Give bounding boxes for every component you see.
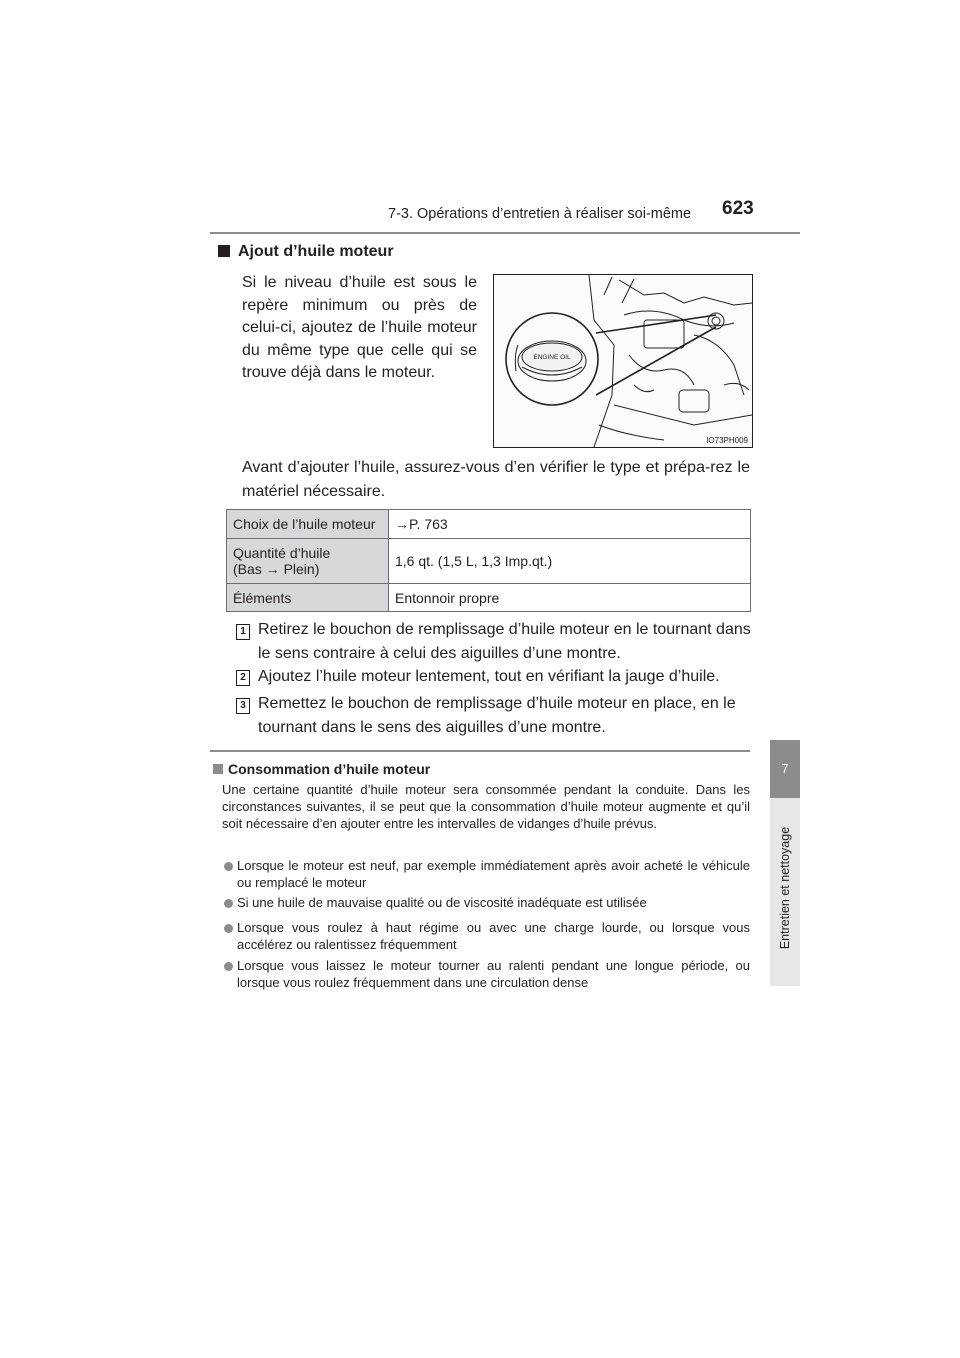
step-text-3: Remettez le bouchon de remplissage d’huile moteur en place, en le tournant dans le sens des aiguilles d’une montre. xyxy=(258,695,736,736)
chapter-tab: 7 xyxy=(770,740,800,798)
bullet-icon xyxy=(224,962,233,971)
step-number-1: 1 xyxy=(236,624,250,640)
step-text-2: Ajoutez l’huile moteur lentement, tout en vérifiant la jauge d’huile. xyxy=(258,668,720,685)
table-key: Choix de l’huile moteur xyxy=(227,510,389,539)
bullet-icon xyxy=(224,899,233,908)
engine-oil-cap-figure xyxy=(493,274,753,448)
table-key: Éléments xyxy=(227,584,389,612)
step-number-2: 2 xyxy=(236,670,250,686)
oil-spec-table xyxy=(226,509,751,612)
table-row xyxy=(227,584,751,612)
step-number-3: 3 xyxy=(236,698,250,714)
table-value: Entonnoir propre xyxy=(389,584,751,612)
table-row xyxy=(227,510,751,539)
list-item: Si une huile de mauvaise qualité ou de viscosité inadéquate est utilisée xyxy=(237,895,647,910)
table-key-line: Quantité d’huile xyxy=(233,545,331,561)
square-bullet-icon xyxy=(218,245,230,257)
note-divider xyxy=(210,750,750,752)
table-row xyxy=(227,539,751,584)
table-value: 1,6 qt. (1,5 L, 1,3 Imp.qt.) xyxy=(389,539,751,584)
engine-bay-illustration xyxy=(494,275,752,447)
list-item: Lorsque le moteur est neuf, par exemple immédiatement après avoir acheté le véhicule ou remplacé le moteur xyxy=(237,858,750,890)
table-key xyxy=(227,539,389,584)
bullet-icon xyxy=(224,862,233,871)
step-text-1: Retirez le bouchon de remplissage d’huile moteur en le tournant dans le sens contraire à celui des aiguilles d’une montre. xyxy=(258,621,751,662)
note-paragraph: Une certaine quantité d’huile moteur sera consommée pendant la conduite. Dans les circonstances suivantes, il se peut que la consommation d’huile moteur augmente et qu’il soit nécessaire d’en ajouter entre les intervalles de vidanges d’huile prévus. xyxy=(222,782,750,831)
section-title: Ajout d’huile moteur xyxy=(238,243,394,260)
table-key-line: (Bas → Plein) xyxy=(233,561,320,577)
list-item: Lorsque vous laissez le moteur tourner au ralenti pendant une longue période, ou lorsque vous roulez fréquemment dans une circulation dense xyxy=(237,958,750,990)
list-item: Lorsque vous roulez à haut régime ou avec une charge lourde, ou lorsque vous accélérez ou ralentissez fréquemment xyxy=(237,920,750,952)
chapter-label: Entretien et nettoyage xyxy=(778,826,792,950)
figure-code: IO73PH009 xyxy=(706,436,748,445)
note-heading xyxy=(213,761,430,777)
cap-label: ENGINE OIL xyxy=(533,354,571,361)
bullet-icon xyxy=(224,924,233,933)
header-divider xyxy=(210,232,800,234)
table-value: →P. 763 xyxy=(389,510,751,539)
square-bullet-icon xyxy=(213,764,223,774)
page-number: 623 xyxy=(722,198,754,219)
preparation-paragraph: Avant d’ajouter l’huile, assurez-vous d’en vérifier le type et prépa-rez le matériel nécessaire. xyxy=(242,459,750,500)
intro-paragraph: Si le niveau d’huile est sous le repère minimum ou près de celui-ci, ajoutez de l’huile moteur du même type que celle qui se trouve déjà dans le moteur. xyxy=(242,274,477,381)
running-header: 7-3. Opérations d’entretien à réaliser soi-même xyxy=(388,206,692,222)
note-title: Consommation d’huile moteur xyxy=(228,761,431,777)
section-heading xyxy=(218,243,394,261)
